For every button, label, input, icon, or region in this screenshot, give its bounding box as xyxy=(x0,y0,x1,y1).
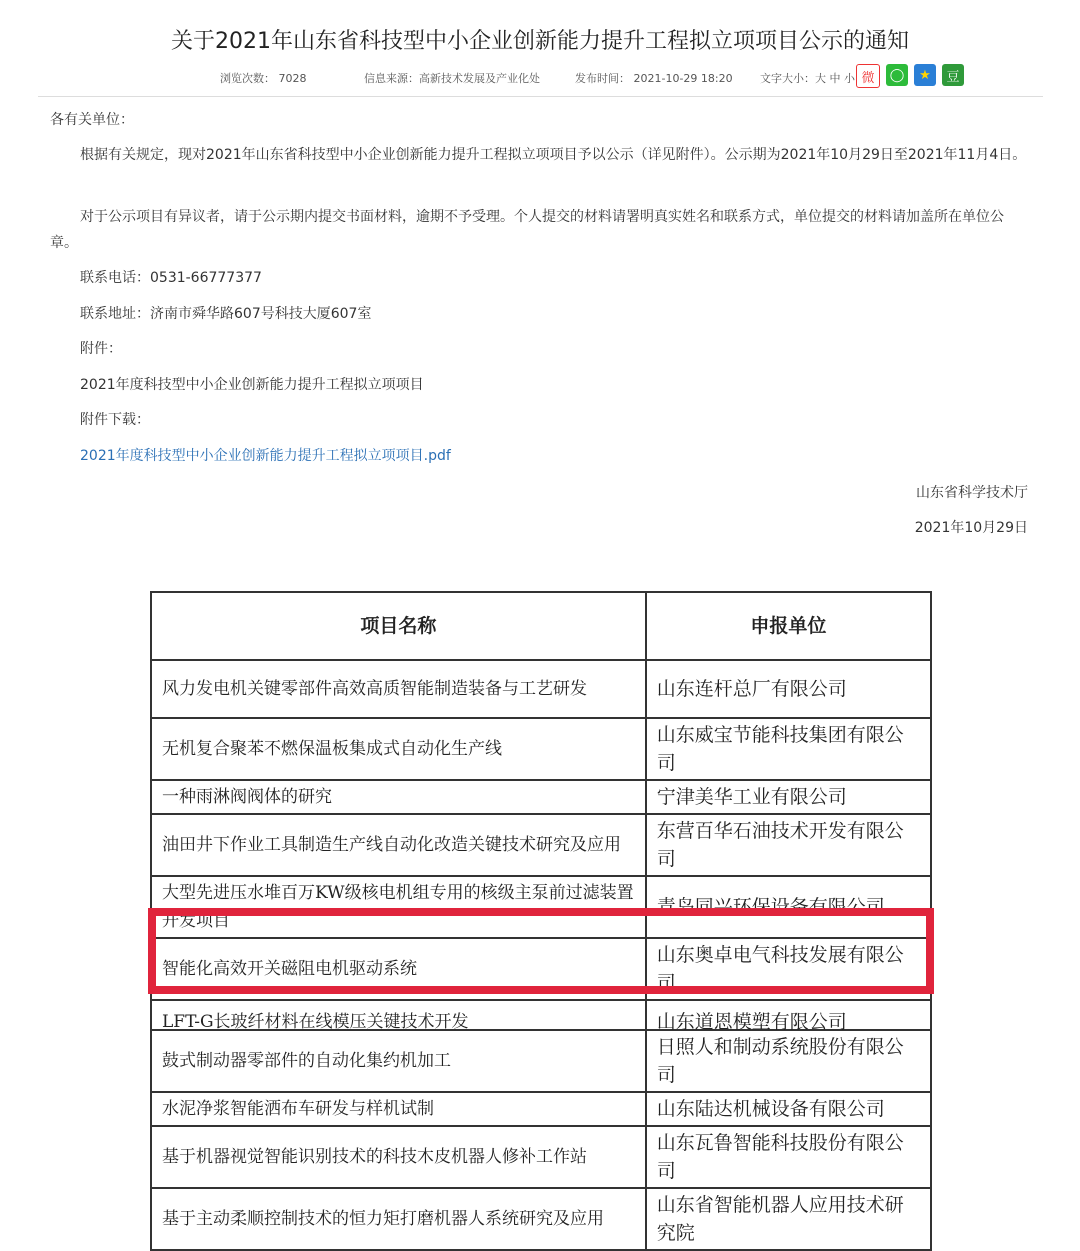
project-name-cell: 水泥净浆智能洒布车研发与样机试制 xyxy=(151,1092,646,1126)
table-row xyxy=(151,660,931,718)
table-row xyxy=(151,718,931,780)
project-name-cell: 一种雨淋阀阀体的研究 xyxy=(151,780,646,814)
project-name-cell: 基于机器视觉智能识别技术的科技木皮机器人修补工作站 xyxy=(151,1126,646,1188)
table-row xyxy=(151,1030,931,1092)
weibo-icon[interactable]: 微 xyxy=(856,64,880,88)
project-name-cell: 智能化高效开关磁阻电机驱动系统 xyxy=(151,938,646,1000)
applicant-cell: 宁津美华工业有限公司 xyxy=(646,780,931,814)
applicant-cell: 山东省智能机器人应用技术研究院 xyxy=(646,1188,931,1250)
table-row xyxy=(151,1188,931,1250)
applicant-cell: 山东道恩模塑有限公司 xyxy=(646,1000,931,1030)
attachment-download-link[interactable]: 2021年度科技型中小企业创新能力提升工程拟立项项目.pdf xyxy=(80,448,451,464)
table-row xyxy=(151,1092,931,1126)
table-row xyxy=(151,1126,931,1188)
project-name-cell: 鼓式制动器零部件的自动化集约机加工 xyxy=(151,1030,646,1092)
qzone-icon[interactable]: ★ xyxy=(914,64,936,86)
project-name-cell: 无机复合聚苯不燃保温板集成式自动化生产线 xyxy=(151,718,646,780)
table-row xyxy=(151,814,931,876)
contact-phone: 联系电话：0531-66777377 xyxy=(80,270,262,286)
sign-date: 2021年10月29日 xyxy=(914,520,1028,536)
contact-address: 联系地址：济南市舜华路607号科技大厦607室 xyxy=(80,306,372,322)
applicant-cell: 青岛同兴环保设备有限公司 xyxy=(646,876,931,938)
project-name-cell: 油田井下作业工具制造生产线自动化改造关键技术研究及应用 xyxy=(151,814,646,876)
page-title: 关于2021年山东省科技型中小企业创新能力提升工程拟立项项目公示的通知 xyxy=(171,29,909,54)
applicant-cell: 山东瓦鲁智能科技股份有限公司 xyxy=(646,1126,931,1188)
highlight-box xyxy=(148,908,934,994)
applicant-cell: 山东威宝节能科技集团有限公司 xyxy=(646,718,931,780)
greeting: 各有关单位： xyxy=(50,112,134,128)
font-size-control[interactable]: 文字大小：大 中 小 xyxy=(760,72,855,85)
download-label: 附件下载： xyxy=(80,412,150,428)
paragraph-1: 根据有关规定，现对2021年山东省科技型中小企业创新能力提升工程拟立项项目予以公示（详见附件）。公示期为2021年10月29日至2021年11月4日。 xyxy=(80,147,1027,163)
applicant-cell: 山东奥卓电气科技发展有限公司 xyxy=(646,938,931,1000)
project-name-cell: 基于主动柔顺控制技术的恒力矩打磨机器人系统研究及应用 xyxy=(151,1188,646,1250)
project-name-cell: 风力发电机关键零部件高效高质智能制造装备与工艺研发 xyxy=(151,660,646,718)
info-source: 信息来源：高新技术发展及产业化处 xyxy=(364,72,540,85)
view-count: 浏览次数： 7028 xyxy=(220,72,307,85)
project-name-cell: 大型先进压水堆百万KW级核电机组专用的核级主泵前过滤装置开发项目 xyxy=(151,876,646,938)
applicant-cell: 山东陆达机械设备有限公司 xyxy=(646,1092,931,1126)
paragraph-2: 对于公示项目有异议者，请于公示期内提交书面材料，逾期不予受理。个人提交的材料请署明真实姓名和联系方式，单位提交的材料请加盖所在单位公章。 xyxy=(50,209,1004,251)
applicant-cell: 山东连杆总厂有限公司 xyxy=(646,660,931,718)
signer: 山东省科学技术厅 xyxy=(916,485,1028,501)
publish-time: 发布时间： 2021-10-29 18:20 xyxy=(575,72,733,85)
table-row xyxy=(151,1000,931,1030)
attachment-label: 附件： xyxy=(80,341,122,357)
share-bar xyxy=(856,64,964,88)
douban-icon[interactable]: 豆 xyxy=(942,64,964,86)
table-row xyxy=(151,780,931,814)
header-project-name: 项目名称 xyxy=(151,592,646,660)
attachment-name: 2021年度科技型中小企业创新能力提升工程拟立项项目 xyxy=(80,377,424,393)
table-header-row xyxy=(151,592,931,660)
divider xyxy=(38,96,1043,97)
applicant-cell: 日照人和制动系统股份有限公司 xyxy=(646,1030,931,1092)
applicant-cell: 东营百华石油技术开发有限公司 xyxy=(646,814,931,876)
project-name-cell: LFT-G长玻纤材料在线模压关键技术开发 xyxy=(151,1000,646,1030)
wechat-icon[interactable]: ◯ xyxy=(886,64,908,86)
header-applicant: 申报单位 xyxy=(646,592,931,660)
